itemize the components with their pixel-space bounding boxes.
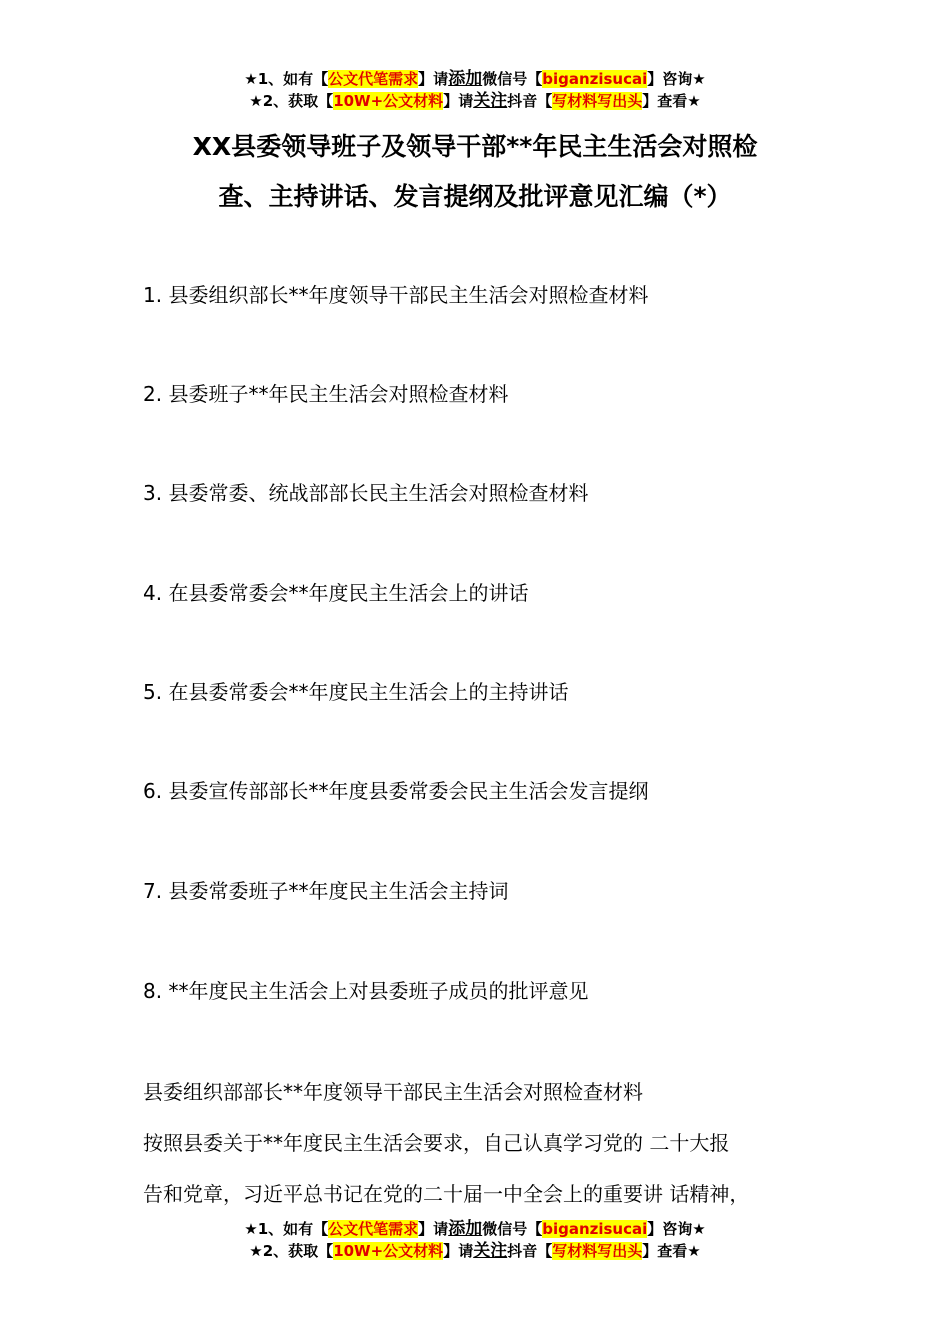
toc-item: 6. 县委宣传部部长**年度县委常委会民主生活会发言提纲 [143,779,649,803]
banner-text: 抖音【 [507,92,553,110]
highlight-account: 写材料写出头 [552,92,643,110]
bottom-banner [0,1218,950,1262]
banner-text: 】请 [418,70,449,88]
document-title-line-2: 查、主持讲话、发言提纲及批评意见汇编（*） [218,182,732,211]
banner-line-1 [0,1218,950,1240]
banner-text: ★2、获取【 [249,1242,334,1260]
toc-item: 8. **年度民主生活会上对县委班子成员的批评意见 [143,979,589,1003]
highlight-materials: 10W+公文材料 [333,92,444,110]
body-paragraph-line: 告和党章，习近平总书记在党的二十届一中全会上的重要讲 话精神， [143,1182,750,1206]
underlined-text: 添加 [448,1219,483,1239]
banner-text: 】请 [418,1220,449,1238]
underlined-text: 关注 [473,1241,508,1261]
toc-item: 4. 在县委常委会**年度民主生活会上的讲话 [143,581,529,605]
banner-text: 】查看★ [642,1242,701,1260]
banner-text: 微信号【 [482,70,543,88]
banner-text: 微信号【 [482,1220,543,1238]
highlight-service: 公文代笔需求 [328,70,419,88]
banner-text: ★1、如有【 [244,1220,329,1238]
top-banner [0,68,950,112]
body-paragraph-line: 按照县委关于**年度民主生活会要求，自己认真学习党的 二十大报 [143,1131,730,1155]
highlight-materials: 10W+公文材料 [333,1242,444,1260]
banner-line-2 [0,1240,950,1262]
banner-text: ★2、获取【 [249,92,334,110]
banner-text: 】请 [443,92,474,110]
banner-line-1 [0,68,950,90]
banner-text: 抖音【 [507,1242,553,1260]
banner-text: 】请 [443,1242,474,1260]
highlight-wechat-id: biganzisucai [542,1220,648,1238]
underlined-text: 添加 [448,69,483,89]
toc-item: 2. 县委班子**年民主生活会对照检查材料 [143,382,509,406]
section-heading: 县委组织部部长**年度领导干部民主生活会对照检查材料 [143,1080,643,1104]
toc-item: 1. 县委组织部长**年度领导干部民主生活会对照检查材料 [143,283,649,307]
highlight-service: 公文代笔需求 [328,1220,419,1238]
highlight-account: 写材料写出头 [552,1242,643,1260]
toc-item: 7. 县委常委班子**年度民主生活会主持词 [143,879,509,903]
highlight-wechat-id: biganzisucai [542,70,648,88]
banner-text: 】查看★ [642,92,701,110]
toc-item: 3. 县委常委、统战部部长民主生活会对照检查材料 [143,481,589,505]
banner-text: ★1、如有【 [244,70,329,88]
banner-text: 】咨询★ [647,70,706,88]
underlined-text: 关注 [473,91,508,111]
banner-line-2 [0,90,950,112]
banner-text: 】咨询★ [647,1220,706,1238]
document-title-line-1: XX县委领导班子及领导干部**年民主生活会对照检 [192,132,758,161]
toc-item: 5. 在县委常委会**年度民主生活会上的主持讲话 [143,680,569,704]
